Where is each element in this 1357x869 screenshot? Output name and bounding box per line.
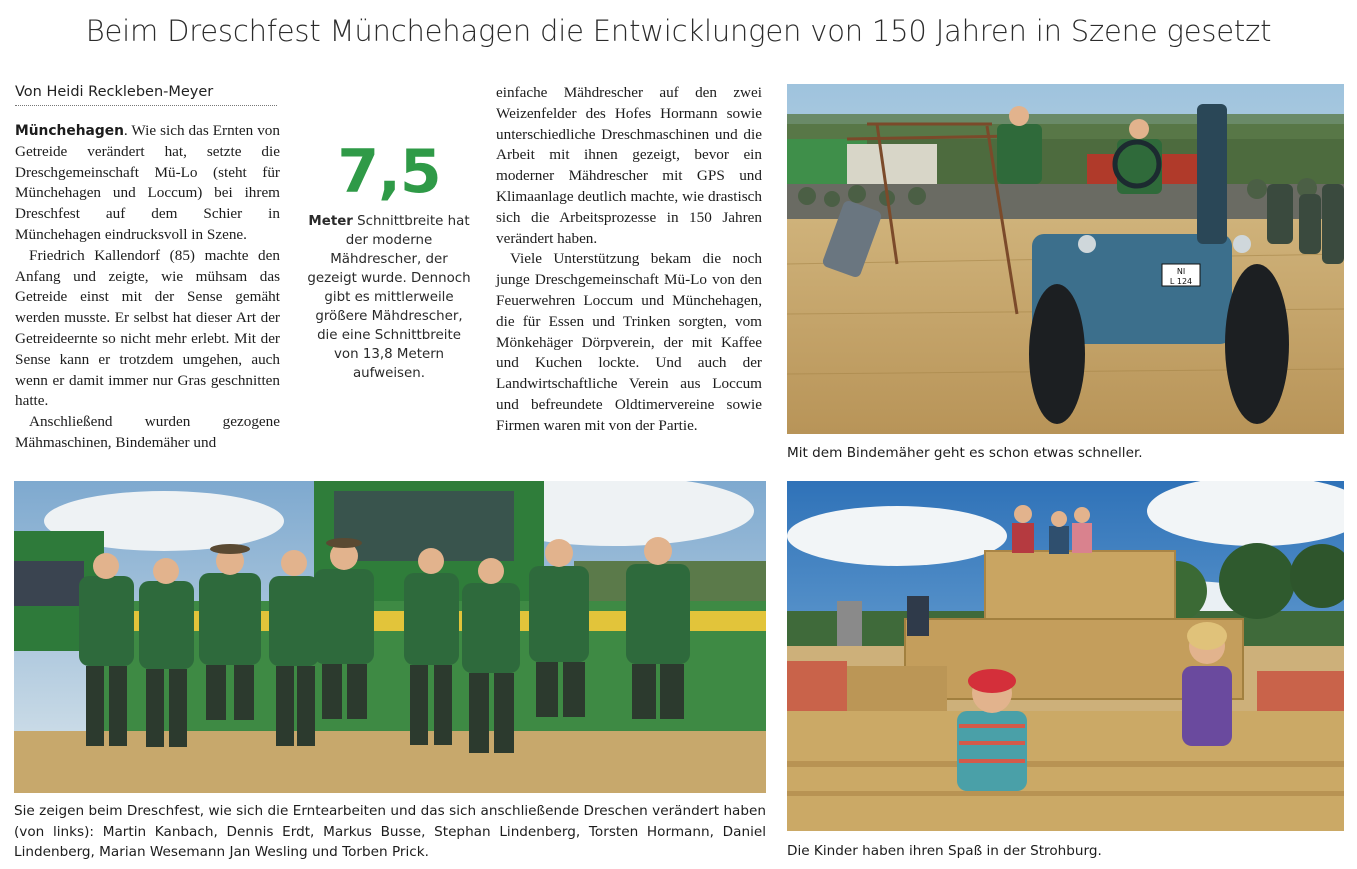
article-column-1: [15, 121, 280, 454]
team-photo-caption: Sie zeigen beim Dreschfest, wie sich die Erntearbeiten und das sich anschließende Dreschen verändert haben (von links): Martin Kanbach, Dennis Erdt, Markus Busse, Stephan Lindenberg, Torsten Hormann, Daniel Lindenberg, Marian Wesemann Jan Wesling und Torben Prick.: [14, 803, 766, 860]
article-paragraph: [15, 121, 280, 246]
paragraph-1-text: . Wie sich das Ernten von Getreide verändert hat, setzte die Dreschgemeinschaft Mü-Lo (steht für Münchehagen und Loccum) bei ihrem Dreschfest auf dem Schier in Münchehagen eindrucksvoll in Szene.: [15, 122, 280, 243]
kids-photo-caption: Die Kinder haben ihren Spaß in der Strohburg.: [787, 843, 1102, 859]
headline: Beim Dreschfest Münchehagen die Entwicklungen von 150 Jahren in Szene gesetzt: [85, 14, 1272, 48]
kids-photo: [787, 481, 1344, 831]
fact-text: [304, 212, 474, 383]
license-plate-bottom: L 124: [1169, 277, 1193, 286]
article-paragraph: Friedrich Kallendorf (85) machte den Anfang und zeigte, wie mühsam das Getreide einst mit der Sense gemäht werden musste. Er selbst hat dieser Art der Getreideernte so nicht mehr erlebt. Mit der Sense kann er trotzdem umgehen, auch wenn er damit immer nur Gras geschnitten hatte.: [15, 246, 280, 410]
license-plate-top: NI: [1176, 267, 1186, 276]
article-column-2: [496, 83, 762, 437]
team-photo: [14, 481, 766, 793]
article-paragraph: Viele Unterstützung bekam die noch junge Dreschgemeinschaft Mü-Lo von den Feuerwehren Loccum und Münchehagen, die für Essen und Trinken sorgten, vom Mönkehäger Dörpverein, der mit Kaffee und Kuchen lockte. Und auch der Landwirtschaftliche Verein aus Loccum und befreundete Oldtimervereine sowie Firmen waren mit von der Partie.: [496, 250, 762, 434]
fact-description: Schnittbreite hat der moderne Mähdrescher, der gezeigt wurde. Dennoch gibt es mittlerweile größere Mähdrescher, die eine Schnittbreite von 13,8 Metern aufweisen.: [307, 214, 471, 381]
article-paragraph: einfache Mähdrescher auf den zwei Weizenfelder des Hofes Hormann sowie unterschiedliche Dreschmaschinen und die Arbeit mit ihnen gezeigt, bevor ein moderner Mähdrescher mit GPS und Klimaanlage deutlich machte, wie drastisch sich die Arbeitsprozesse in 150 Jahren verändert haben.: [496, 84, 762, 247]
author-byline: Von Heidi Reckleben-Meyer: [15, 84, 277, 106]
fact-box: [304, 137, 474, 383]
tractor-photo-caption: Mit dem Bindemäher geht es schon etwas schneller.: [787, 445, 1143, 461]
article-paragraph: Anschließend wurden gezogene Mähmaschinen, Bindemäher und: [15, 413, 280, 451]
fact-unit: Meter: [308, 214, 353, 229]
dateline: Münchehagen: [15, 123, 124, 139]
tractor-photo: [787, 84, 1344, 434]
fact-number: 7,5: [337, 137, 441, 207]
